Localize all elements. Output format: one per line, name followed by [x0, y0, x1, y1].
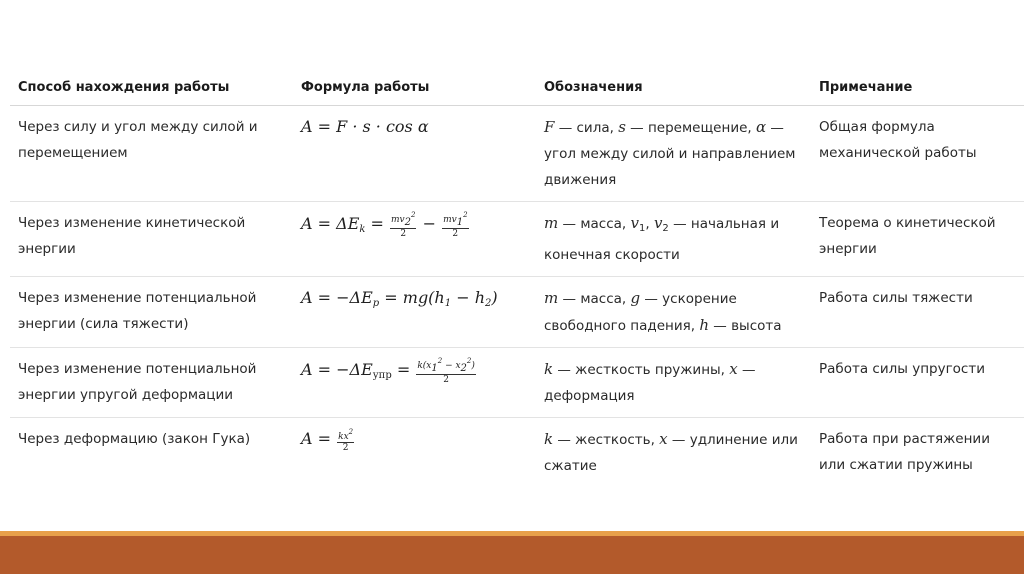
cell-method: Через изменение кинетической энергии	[10, 202, 293, 277]
cell-formula	[293, 202, 536, 277]
table-row	[10, 348, 1024, 418]
formula: A = $\frac{kx^2}{2}$	[301, 427, 354, 453]
cell-note: Общая формула механической работы	[811, 106, 1024, 202]
cell-method: Через изменение потенциальной энергии упругой деформации	[10, 348, 293, 418]
table-row	[10, 202, 1024, 277]
cell-note: Работа силы упругости	[811, 348, 1024, 418]
cell-notation: k — жесткость, x — удлинение или сжатие	[544, 430, 798, 474]
table-header-row	[10, 70, 1024, 106]
formula: $A = -\Delta E_p = mg(h_1 - h_2)$	[301, 288, 498, 309]
cell-notation: m — масса, $v_1$, $v_2$ — начальная и конечная скорости	[536, 202, 811, 277]
table-row	[10, 277, 1024, 348]
cell-formula	[293, 277, 536, 348]
cell-formula	[293, 418, 536, 488]
work-formulas-table	[10, 70, 1024, 487]
cell-method: Через силу и угол между силой и перемещением	[10, 106, 293, 202]
cell-note: Теорема о кинетической энергии	[811, 202, 1024, 277]
table-row	[10, 106, 1024, 202]
formula: $A = \Delta E_k$ = $\frac{mv2^2}{2}$ − $\frac{mv1^2}{2}$	[301, 211, 468, 239]
cell-notation: m — масса, g — ускорение свободного падения, h — высота	[536, 277, 811, 348]
table-row	[10, 418, 1024, 488]
formula: A = F · s · cos α	[301, 117, 429, 136]
cell-note: Работа при растяжении или сжатии пружины	[819, 431, 990, 473]
cell-method: Через изменение потенциальной энергии (сила тяжести)	[10, 277, 293, 348]
header-method: Способ нахождения работы	[10, 70, 293, 106]
formula: $A = -\Delta E_{упр}$ = $\frac{k(x1^2 - x2^2)}{2}$	[301, 357, 475, 385]
header-note: Примечание	[811, 70, 1024, 106]
cell-notation: F — сила, s — перемещение, α — угол между силой и направлением движения	[536, 106, 811, 202]
cell-note: Работа силы тяжести	[811, 277, 1024, 348]
cell-notation: k — жесткость пружины, x — деформация	[536, 348, 811, 418]
header-notation: Обозначения	[536, 70, 811, 106]
cell-formula	[293, 106, 536, 202]
footer-bar	[0, 536, 1024, 574]
cell-formula	[293, 348, 536, 418]
cell-method: Через деформацию (закон Гука)	[18, 431, 251, 447]
header-formula: Формула работы	[293, 70, 536, 106]
